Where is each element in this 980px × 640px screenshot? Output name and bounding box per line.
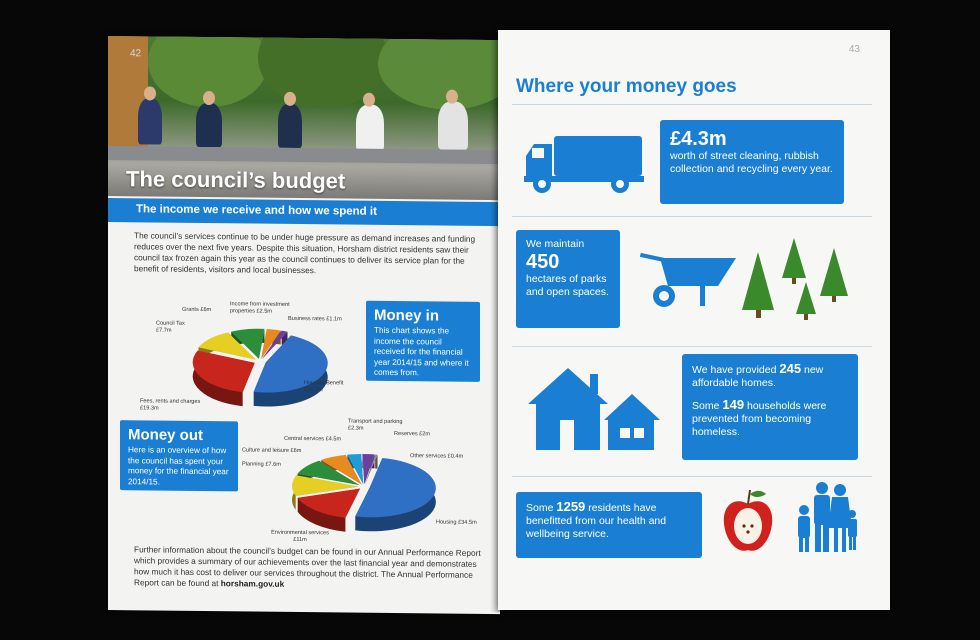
money-in-chart — [138, 298, 358, 418]
page-title: The council’s budget — [126, 166, 346, 194]
homeless-lead: Some — [692, 400, 720, 412]
homes-lead: We have provided — [692, 364, 777, 376]
pie-label-central-services: Central services £4.5m — [284, 435, 342, 443]
pie-label-grants: Grants £6m — [182, 306, 212, 314]
divider — [512, 346, 872, 347]
pie-label-reserves: Reserves £2m — [394, 430, 431, 438]
wheelbarrow-icon — [640, 252, 746, 312]
divider — [512, 216, 872, 217]
right-page — [498, 30, 890, 610]
pie-slice-reserves — [362, 454, 374, 484]
money-out-title: Money out — [128, 426, 203, 444]
money-out-chart — [240, 407, 496, 544]
homeless-amount: 149 — [722, 397, 745, 412]
money-in-box — [366, 301, 480, 382]
pie-label-environmental-services: Environmental services£11m — [271, 529, 329, 544]
health-amount: 1259 — [556, 499, 586, 514]
footer-paragraph — [134, 544, 484, 592]
intro-paragraph: The council’s services continue to be under huge pressure as demand increases and funding reduces over the next five years. Despite this situation, Horsham district residents saw their council tax frozen again this year as the council continues to deliver its service plan for the benefit of residents, visitors and local businesses. — [134, 230, 476, 276]
parks-text: hectares of parks and open spaces. — [526, 273, 609, 298]
homes-box — [682, 354, 858, 460]
pie-label-fees-rents-and-charges: Fees, rents and charges£19.3m — [140, 398, 201, 412]
money-in-text: This chart shows the income the council received for the financial year 2014/15 and where it comes from. — [374, 325, 469, 378]
cafe-photo — [108, 36, 500, 200]
house-icon — [524, 364, 664, 454]
parks-box — [516, 230, 620, 328]
street-cleaning-box — [660, 120, 844, 204]
page-subtitle: The income we receive and how we spend it — [136, 203, 377, 218]
money-in-title: Money in — [374, 306, 440, 325]
health-tail: residents have benefitted from our health and wellbeing service. — [526, 502, 667, 540]
pie-label-other-services: Other services £0.4m — [410, 453, 464, 460]
pie-label-transport-and-parking: Transport and parking£2.3m — [348, 418, 403, 432]
pie-label-business-rates: Business rates £1.1m — [288, 315, 342, 323]
footer-text: Further information about the council’s budget can be found in our Annual Performance Report which provides a summary of our achievements over the last financial year and demonstrates how much it has cost to deliver our services throughout the district. The Annual Performance Report can be found at — [134, 544, 481, 589]
homes-amount: 245 — [779, 361, 802, 376]
pie-label-planning: Planning £7.6m — [242, 461, 281, 468]
pie-label-housing: Housing £34.5m — [436, 519, 477, 526]
pie-label-culture-and-leisure: Culture and leisure £6m — [242, 447, 302, 455]
left-page — [108, 36, 500, 614]
homeless-tail: households were prevented from becoming homeless. — [692, 400, 827, 438]
street-text: worth of street cleaning, rubbish collection and recycling every year. — [670, 150, 833, 175]
parks-lead: We maintain — [526, 238, 585, 250]
homes-tail: new affordable homes. — [692, 364, 824, 389]
health-box — [516, 492, 702, 558]
tree-icon — [738, 234, 862, 322]
divider — [512, 476, 872, 477]
street-amount: £4.3m — [670, 128, 727, 150]
apple-icon — [720, 486, 776, 556]
money-out-text: Here is an overview of how the council has spent your money for the financial year 2014/15. — [128, 445, 229, 487]
subtitle-bar — [108, 198, 500, 226]
website-link[interactable]: horsham.gov.uk — [220, 578, 285, 589]
health-lead: Some — [526, 502, 554, 514]
page-number-right: 43 — [848, 44, 860, 55]
section-title: Where your money goes — [516, 76, 737, 97]
parks-amount: 450 — [526, 251, 560, 273]
family-icon — [794, 480, 858, 556]
pie-label-council-tax: Council Tax£7.7m — [156, 320, 185, 334]
divider — [512, 104, 872, 105]
truck-icon — [524, 132, 644, 196]
pie-label-income-from-investment-properties: Income from investmentproperties £2.5m — [230, 301, 290, 315]
money-out-box — [120, 420, 238, 491]
page-number-left: 42 — [130, 48, 142, 60]
pie-label-housing-benefit: Housing Benefit£31.7m — [304, 380, 344, 394]
